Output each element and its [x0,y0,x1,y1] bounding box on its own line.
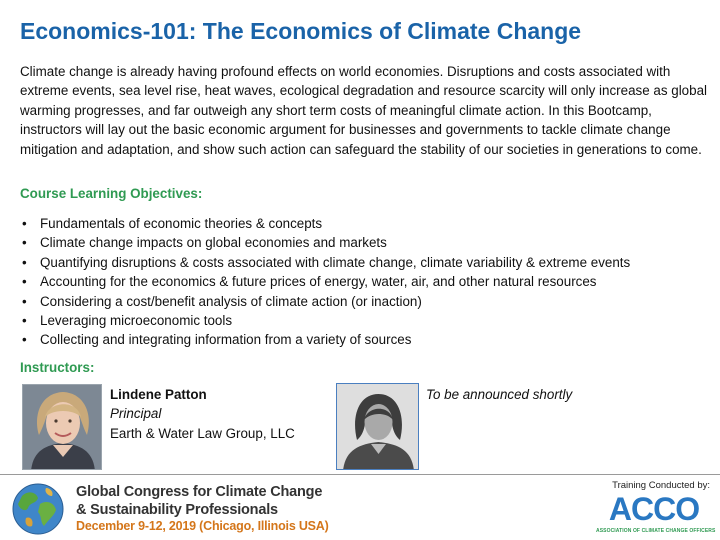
bullet-icon: • [22,293,27,309]
bullet-icon: • [22,313,27,329]
placeholder-avatar [336,383,419,470]
list-item [20,292,710,311]
list-item [20,330,710,349]
bullet-icon: • [22,332,27,348]
acco-logo: ACCO [608,491,700,527]
list-item [20,253,710,272]
congress-name-line1: Global Congress for Climate Change [76,484,323,500]
objective-text: Accounting for the economics & future prices of energy, water, air, and other natural resources [40,274,597,290]
objectives-list [20,214,710,350]
instructor-photo [22,384,102,470]
page-title: Economics-101: The Economics of Climate Change [20,18,582,44]
instructor-tba: To be announced shortly [426,387,573,402]
training-label: Training Conducted by: [612,480,710,491]
bullet-icon: • [22,235,27,251]
objectives-heading: Course Learning Objectives: [20,186,203,201]
bullet-icon: • [22,274,27,290]
instructor-role: Principal [110,406,162,422]
objective-text: Considering a cost/benefit analysis of climate action (or inaction) [40,293,422,309]
list-item [20,272,710,291]
instructor-name: Lindene Patton [110,387,207,402]
globe-icon [12,482,64,536]
person-photo-icon [23,385,102,470]
objective-text: Collecting and integrating information from a variety of sources [40,332,412,348]
objective-text: Climate change impacts on global economies and markets [40,235,387,251]
list-item [20,311,710,330]
course-description: Climate change is already having profound effects on world economies. Disruptions and costs associated with extreme events, sea level rise, heat waves, ecological degradation and resource scarcity will only increase as global warming progresses, and far outweigh any short term costs of meaningful climate action. In this Bootcamp, instructors will lay out the basic economic argument for businesses and governments to tackle climate change mitigation and adaptation, and show such action can safeguard the stability of our societies in generations to come. [20,64,707,157]
list-item [20,214,710,233]
instructor-details [110,385,295,443]
footer-divider [0,474,720,475]
bullet-icon: • [22,216,27,231]
instructors-heading: Instructors: [20,360,95,375]
objective-text: Quantifying disruptions & costs associated with climate change, climate variability & extreme events [40,254,631,270]
bullet-icon: • [22,254,27,270]
congress-date: December 9-12, 2019 (Chicago, Illinois USA) [76,519,329,533]
objective-text: Fundamentals of economic theories & concepts [40,216,323,231]
avatar-silhouette-icon [337,384,419,470]
instructor-organization: Earth & Water Law Group, LLC [110,425,295,441]
list-item [20,233,710,252]
objective-text: Leveraging microeconomic tools [40,313,233,329]
acco-subtitle: ASSOCIATION OF CLIMATE CHANGE OFFICERS [596,528,716,534]
congress-name-line2: & Sustainability Professionals [76,502,278,518]
